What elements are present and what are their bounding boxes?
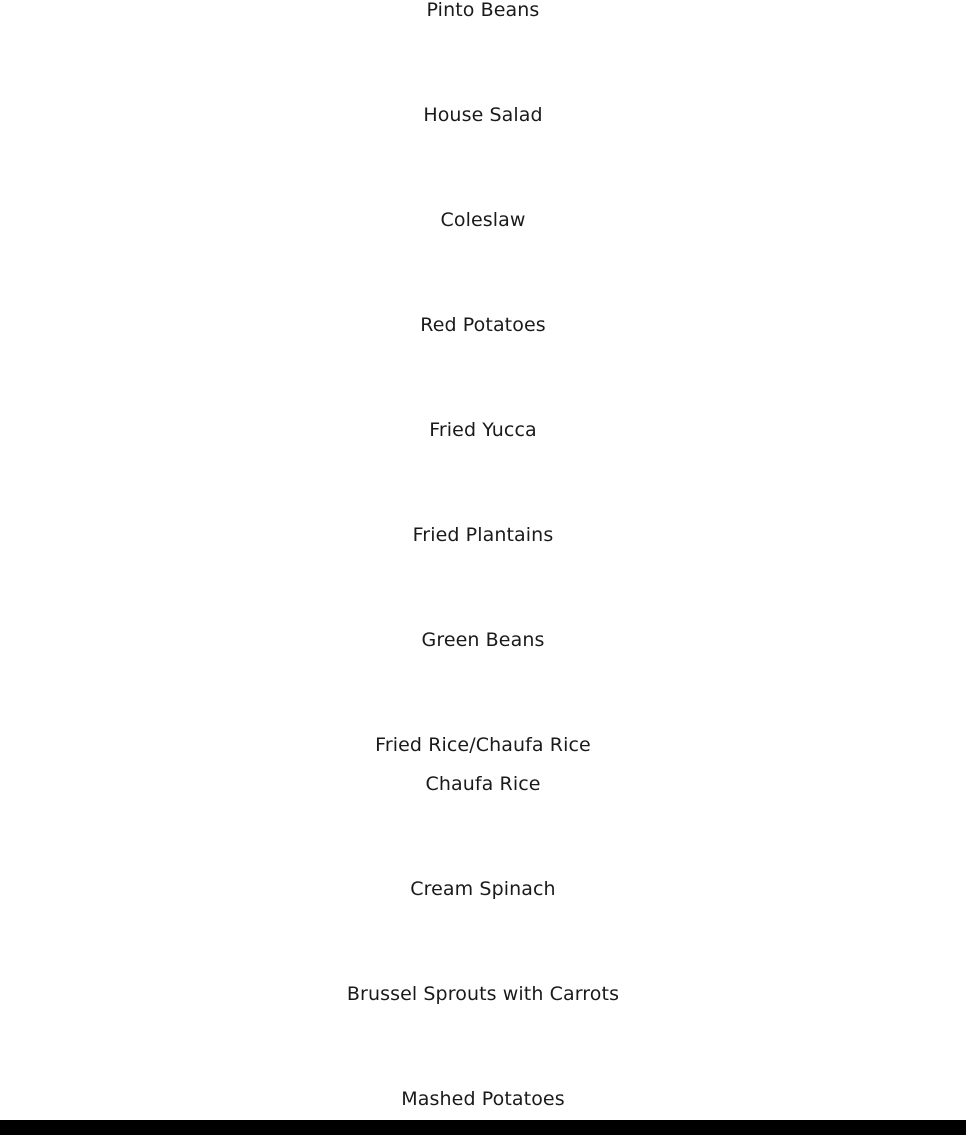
list-item xyxy=(0,208,966,232)
list-item xyxy=(0,733,966,757)
menu-item-label: Fried Rice/Chaufa Rice xyxy=(375,734,591,756)
menu-item-label: Chaufa Rice xyxy=(425,773,541,795)
menu-item-label: Green Beans xyxy=(421,629,545,651)
list-item xyxy=(0,418,966,442)
menu-item-label: Pinto Beans xyxy=(426,0,540,21)
bottom-bar xyxy=(0,1120,966,1135)
list-item xyxy=(0,628,966,652)
list-item xyxy=(0,523,966,547)
menu-item-label: Cream Spinach xyxy=(410,878,556,900)
list-item xyxy=(0,1087,966,1111)
menu-item-label: Coleslaw xyxy=(440,209,526,231)
menu-item-label: Red Potatoes xyxy=(420,314,546,336)
menu-item-label: House Salad xyxy=(423,104,543,126)
list-item xyxy=(0,772,966,796)
menu-item-label: Fried Plantains xyxy=(412,524,554,546)
list-item xyxy=(0,0,966,22)
menu-item-label: Fried Yucca xyxy=(429,419,537,441)
list-item xyxy=(0,313,966,337)
list-item xyxy=(0,877,966,901)
menu-item-label: Brussel Sprouts with Carrots xyxy=(346,983,620,1005)
list-item xyxy=(0,103,966,127)
menu-item-label: Mashed Potatoes xyxy=(401,1088,565,1110)
list-item xyxy=(0,982,966,1006)
